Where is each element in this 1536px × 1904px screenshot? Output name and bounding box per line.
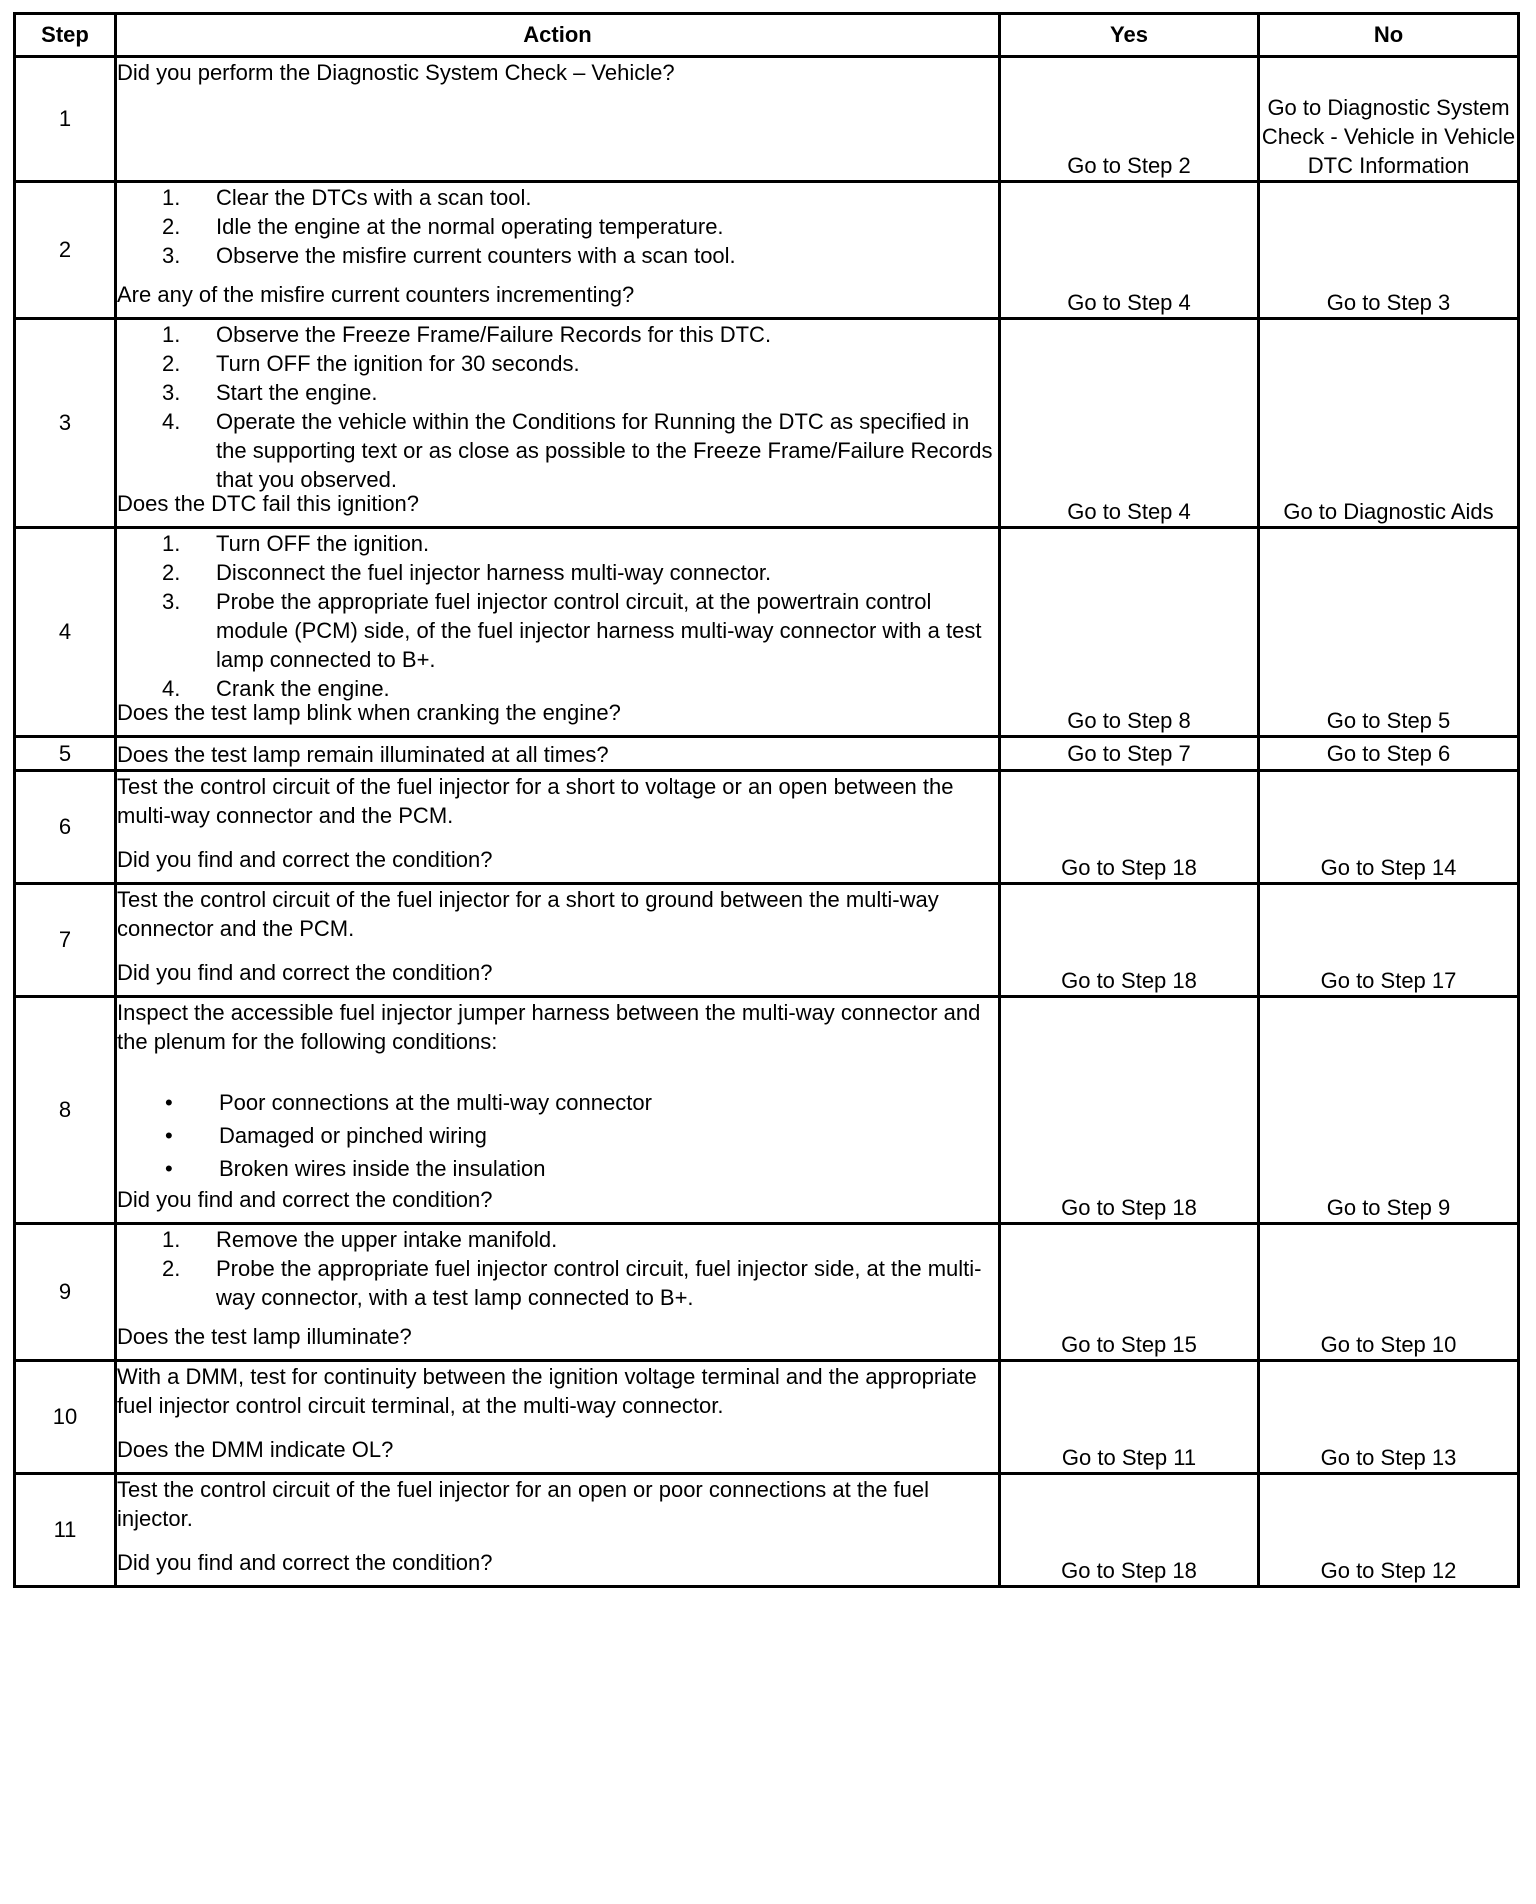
list-item — [117, 378, 998, 407]
action-content — [117, 58, 998, 172]
list-item-number: 2. — [162, 1256, 181, 1281]
table-row — [15, 1224, 1519, 1361]
list-item — [117, 407, 998, 494]
table-row — [15, 57, 1519, 182]
diagnostic-table — [13, 12, 1520, 1588]
action-cell — [116, 319, 1000, 528]
action-text: Inspect the accessible fuel injector jumper harness between the multi-way connector and the plenum for the following conditions: — [117, 1000, 981, 1054]
action-cell — [116, 1474, 1000, 1587]
bullet-icon: • — [165, 1090, 173, 1115]
list-item-number: 1. — [162, 185, 181, 210]
question-text: Does the test lamp blink when cranking the engine? — [117, 700, 621, 725]
question-text: Are any of the misfire current counters incrementing? — [117, 282, 635, 307]
table-row — [15, 997, 1519, 1224]
list-item — [117, 1254, 998, 1312]
header-step: Step — [15, 14, 116, 57]
table-row — [15, 884, 1519, 997]
list-item — [117, 183, 998, 212]
step-number: 8 — [15, 997, 116, 1224]
action-cell — [116, 57, 1000, 182]
action-text: Does the test lamp remain illuminated at all times? — [117, 741, 609, 767]
question-text: Did you find and correct the condition? — [117, 1187, 493, 1212]
step-number: 7 — [15, 884, 116, 997]
action-content — [117, 1475, 998, 1577]
step-number: 9 — [15, 1224, 116, 1361]
no-result: Go to Step 14 — [1259, 771, 1519, 884]
list-item-text: Remove the upper intake manifold. — [216, 1227, 558, 1252]
numbered-list — [117, 1225, 998, 1312]
no-result: Go to Step 9 — [1259, 997, 1519, 1224]
table-row — [15, 182, 1519, 319]
yes-result: Go to Step 18 — [1000, 997, 1259, 1224]
yes-result: Go to Step 11 — [1000, 1361, 1259, 1474]
list-item-text: Damaged or pinched wiring — [219, 1123, 487, 1148]
step-number: 10 — [15, 1361, 116, 1474]
step-number: 5 — [15, 737, 116, 771]
action-content — [117, 183, 998, 309]
action-content — [117, 320, 998, 518]
yes-result: Go to Step 18 — [1000, 884, 1259, 997]
action-cell — [116, 771, 1000, 884]
action-cell — [116, 884, 1000, 997]
list-item-text: Clear the DTCs with a scan tool. — [216, 185, 532, 210]
list-item-text: Probe the appropriate fuel injector control circuit, at the powertrain control module (PCM) side, of the fuel injector harness multi-way connector with a test lamp connected to B+. — [216, 589, 982, 672]
list-item-number: 3. — [162, 589, 181, 614]
table-row — [15, 1474, 1519, 1587]
list-item — [117, 558, 998, 587]
bullet-icon: • — [165, 1123, 173, 1148]
no-result: Go to Step 17 — [1259, 884, 1519, 997]
no-result: Go to Step 3 — [1259, 182, 1519, 319]
step-number: 2 — [15, 182, 116, 319]
list-item — [117, 212, 998, 241]
list-item-text: Idle the engine at the normal operating temperature. — [216, 214, 724, 239]
list-item — [117, 241, 998, 270]
yes-result: Go to Step 4 — [1000, 182, 1259, 319]
list-item — [117, 320, 998, 349]
list-item — [117, 1086, 998, 1119]
header-action: Action — [116, 14, 1000, 57]
list-item — [117, 1225, 998, 1254]
list-item-text: Disconnect the fuel injector harness multi-way connector. — [216, 560, 772, 585]
action-cell — [116, 182, 1000, 319]
list-item-text: Observe the misfire current counters with a scan tool. — [216, 243, 736, 268]
list-item-text: Observe the Freeze Frame/Failure Records for this DTC. — [216, 322, 772, 347]
yes-result: Go to Step 8 — [1000, 528, 1259, 737]
yes-result: Go to Step 15 — [1000, 1224, 1259, 1361]
action-text: Did you perform the Diagnostic System Check – Vehicle? — [117, 60, 675, 85]
list-item-number: 3. — [162, 380, 181, 405]
no-result: Go to Step 12 — [1259, 1474, 1519, 1587]
list-item-text: Crank the engine. — [216, 676, 390, 701]
action-content — [117, 772, 998, 874]
list-item-number: 2. — [162, 560, 181, 585]
action-content — [117, 740, 998, 768]
list-item-number: 1. — [162, 322, 181, 347]
action-cell — [116, 737, 1000, 771]
list-item-number: 4. — [162, 409, 181, 434]
action-content — [117, 529, 998, 727]
table-row — [15, 319, 1519, 528]
no-result: Go to Diagnostic System Check - Vehicle in Vehicle DTC Information — [1259, 57, 1519, 182]
numbered-list — [117, 183, 998, 270]
header-no: No — [1259, 14, 1519, 57]
yes-result: Go to Step 4 — [1000, 319, 1259, 528]
no-result: Go to Step 13 — [1259, 1361, 1519, 1474]
list-item-text: Start the engine. — [216, 380, 378, 405]
step-number: 6 — [15, 771, 116, 884]
yes-result: Go to Step 2 — [1000, 57, 1259, 182]
list-item-number: 2. — [162, 214, 181, 239]
list-item — [117, 529, 998, 558]
action-text: With a DMM, test for continuity between the ignition voltage terminal and the appropriate fuel injector control circuit terminal, at the multi-way connector. — [117, 1364, 977, 1418]
list-item-number: 3. — [162, 243, 181, 268]
no-result: Go to Step 6 — [1259, 737, 1519, 771]
no-result: Go to Diagnostic Aids — [1259, 319, 1519, 528]
yes-result: Go to Step 18 — [1000, 1474, 1259, 1587]
list-item-text: Turn OFF the ignition. — [216, 531, 430, 556]
action-cell — [116, 997, 1000, 1224]
list-item-number: 1. — [162, 531, 181, 556]
no-result: Go to Step 5 — [1259, 528, 1519, 737]
yes-result: Go to Step 18 — [1000, 771, 1259, 884]
table-row — [15, 528, 1519, 737]
step-number: 1 — [15, 57, 116, 182]
list-item-text: Turn OFF the ignition for 30 seconds. — [216, 351, 580, 376]
list-item-text: Probe the appropriate fuel injector control circuit, fuel injector side, at the multi-way connector, with a test lamp connected to B+. — [216, 1256, 982, 1310]
question-text: Does the DMM indicate OL? — [117, 1437, 394, 1462]
list-item-text: Poor connections at the multi-way connector — [219, 1090, 652, 1115]
header-row — [15, 14, 1519, 57]
action-text: Test the control circuit of the fuel injector for a short to voltage or an open between the multi-way connector and the PCM. — [117, 774, 954, 828]
table-row — [15, 771, 1519, 884]
list-item — [117, 1152, 998, 1185]
table-row — [15, 1361, 1519, 1474]
action-content — [117, 998, 998, 1214]
list-item — [117, 587, 998, 674]
table-row — [15, 737, 1519, 771]
question-text: Did you find and correct the condition? — [117, 960, 493, 985]
list-item-text: Operate the vehicle within the Conditions for Running the DTC as specified in the supporting text or as close as possible to the Freeze Frame/Failure Records that you observed. — [216, 409, 993, 492]
list-item-number: 1. — [162, 1227, 181, 1252]
step-number: 4 — [15, 528, 116, 737]
question-text: Did you find and correct the condition? — [117, 1550, 493, 1575]
action-cell — [116, 528, 1000, 737]
list-item-number: 4. — [162, 676, 181, 701]
table-body — [15, 57, 1519, 1587]
list-item — [117, 349, 998, 378]
numbered-list — [117, 529, 998, 703]
step-number: 3 — [15, 319, 116, 528]
step-number: 11 — [15, 1474, 116, 1587]
action-content — [117, 1225, 998, 1351]
no-result: Go to Step 10 — [1259, 1224, 1519, 1361]
question-text: Does the test lamp illuminate? — [117, 1324, 412, 1349]
list-item-number: 2. — [162, 351, 181, 376]
action-content — [117, 885, 998, 987]
header-yes: Yes — [1000, 14, 1259, 57]
action-cell — [116, 1361, 1000, 1474]
action-content — [117, 1362, 998, 1464]
list-item — [117, 1119, 998, 1152]
list-item-text: Broken wires inside the insulation — [219, 1156, 546, 1181]
bullet-list — [117, 1086, 998, 1185]
numbered-list — [117, 320, 998, 494]
action-cell — [116, 1224, 1000, 1361]
yes-result: Go to Step 7 — [1000, 737, 1259, 771]
action-text: Test the control circuit of the fuel injector for a short to ground between the multi-way connector and the PCM. — [117, 887, 939, 941]
bullet-icon: • — [165, 1156, 173, 1181]
question-text: Did you find and correct the condition? — [117, 847, 493, 872]
action-text: Test the control circuit of the fuel injector for an open or poor connections at the fuel injector. — [117, 1477, 930, 1531]
question-text: Does the DTC fail this ignition? — [117, 491, 420, 516]
